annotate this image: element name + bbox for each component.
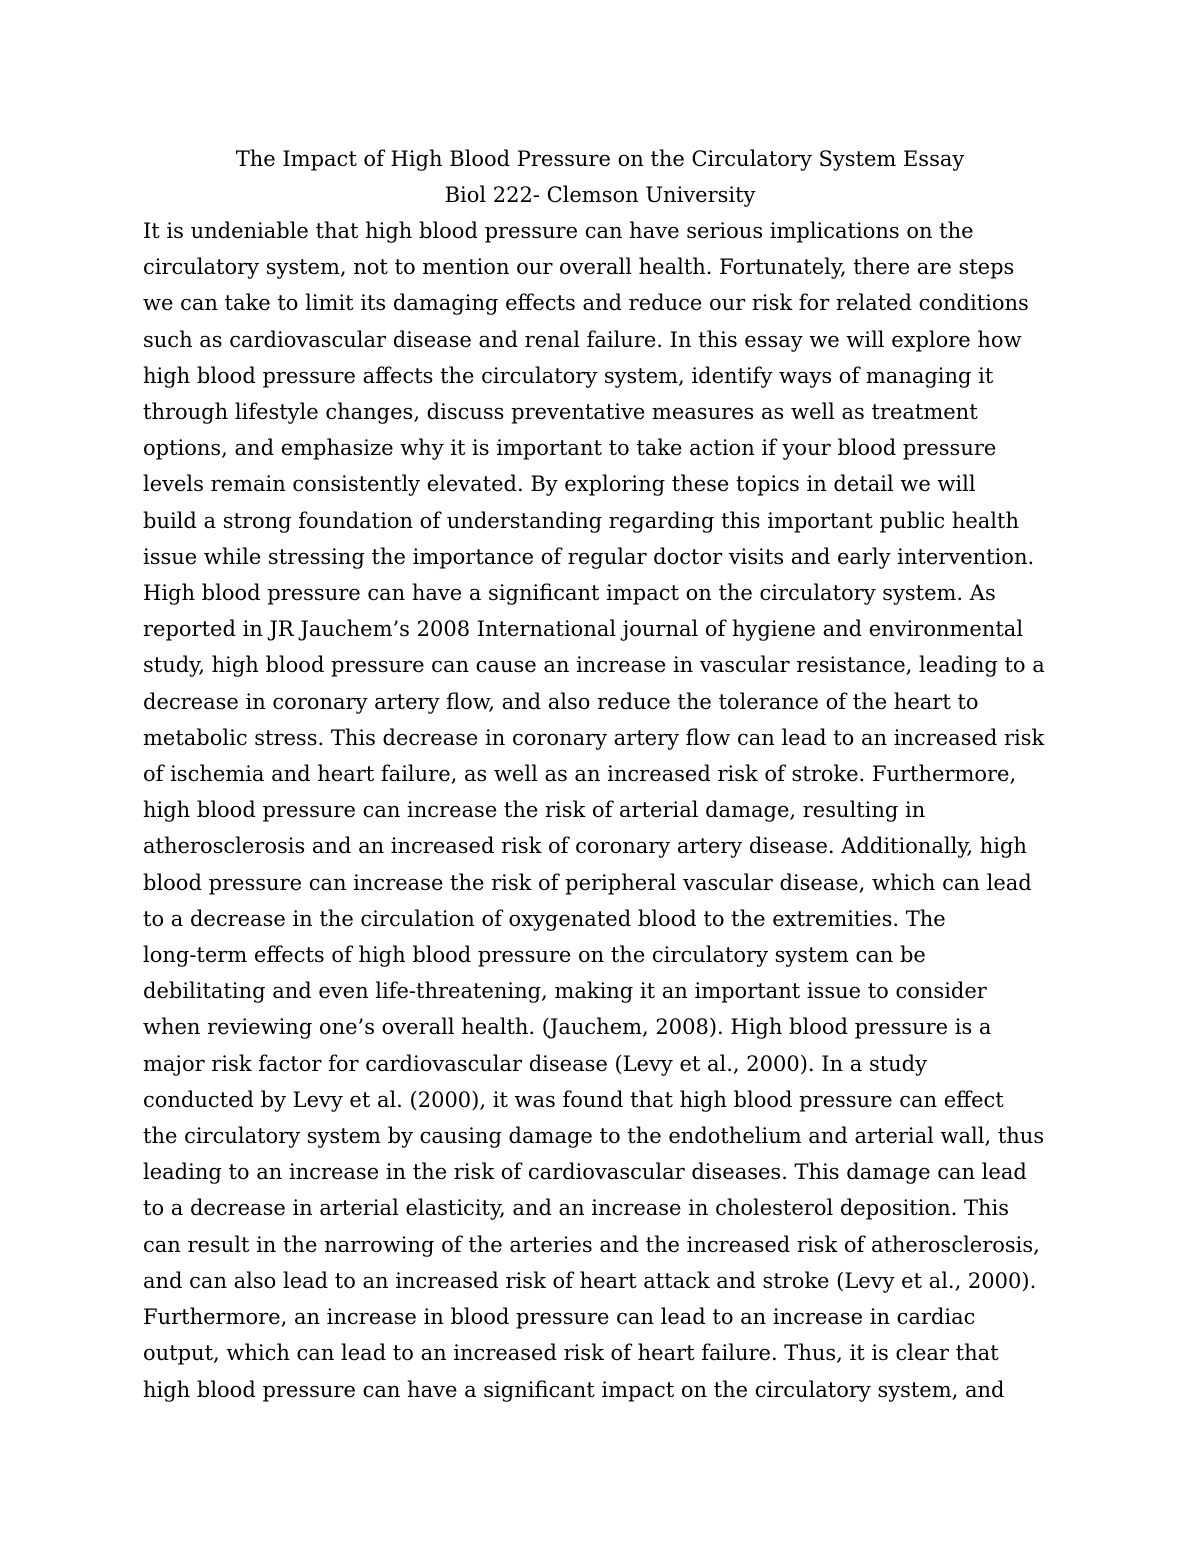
body-line: through lifestyle changes, discuss preventative measures as well as treatment <box>143 400 978 425</box>
body-line: atherosclerosis and an increased risk of coronary artery disease. Additionally, high <box>143 834 1027 859</box>
body-line: such as cardiovascular disease and renal failure. In this essay we will explore how <box>143 327 1022 352</box>
body-line: high blood pressure can have a significant impact on the circulatory system, and <box>143 1377 1005 1402</box>
body-line: we can take to limit its damaging effects and reduce our risk for related conditions <box>143 291 1029 316</box>
essay-subtitle: Biol 222- Clemson University <box>444 183 756 207</box>
body-line: long-term effects of high blood pressure on the circulatory system can be <box>143 943 926 968</box>
body-line: options, and emphasize why it is important to take action if your blood pressure <box>143 436 997 461</box>
body-line: debilitating and even life-threatening, making it an important issue to consider <box>143 979 987 1004</box>
body-line: to a decrease in arterial elasticity, and an increase in cholesterol deposition. This <box>143 1196 1010 1221</box>
body-line: metabolic stress. This decrease in coronary artery flow can lead to an increased risk <box>143 725 1045 750</box>
body-line: to a decrease in the circulation of oxygenated blood to the extremities. The <box>143 906 946 931</box>
body-line: of ischemia and heart failure, as well as an increased risk of stroke. Furthermore, <box>143 762 1017 787</box>
body-line: circulatory system, not to mention our overall health. Fortunately, there are steps <box>143 255 1015 280</box>
body-line: High blood pressure can have a significant impact on the circulatory system. As <box>143 581 996 606</box>
body-line: high blood pressure affects the circulatory system, identify ways of managing it <box>143 363 994 388</box>
body-line: build a strong foundation of understanding regarding this important public health <box>143 508 1019 533</box>
essay-body <box>143 213 1103 1408</box>
body-line: blood pressure can increase the risk of peripheral vascular disease, which can lead <box>143 870 1032 895</box>
essay-title: The Impact of High Blood Pressure on the Circulatory System Essay <box>235 147 965 171</box>
body-line: Furthermore, an increase in blood pressure can lead to an increase in cardiac <box>143 1305 976 1330</box>
body-line: major risk factor for cardiovascular disease (Levy et al., 2000). In a study <box>143 1051 927 1076</box>
body-line: high blood pressure can increase the risk of arterial damage, resulting in <box>143 798 926 823</box>
body-line: conducted by Levy et al. (2000), it was found that high blood pressure can effect <box>143 1087 1004 1112</box>
body-line: levels remain consistently elevated. By exploring these topics in detail we will <box>143 472 976 497</box>
body-line: leading to an increase in the risk of cardiovascular diseases. This damage can lead <box>143 1160 1027 1185</box>
body-line: reported in JR Jauchem’s 2008 International journal of hygiene and environmental <box>143 617 1024 642</box>
title-block <box>0 141 1200 213</box>
body-line: and can also lead to an increased risk of heart attack and stroke (Levy et al., 2000). <box>143 1268 1037 1293</box>
body-line: when reviewing one’s overall health. (Jauchem, 2008). High blood pressure is a <box>143 1015 992 1040</box>
body-line: decrease in coronary artery flow, and also reduce the tolerance of the heart to <box>143 689 979 714</box>
body-line: output, which can lead to an increased risk of heart failure. Thus, it is clear that <box>143 1341 999 1366</box>
body-line: can result in the narrowing of the arteries and the increased risk of atherosclerosis, <box>143 1232 1040 1257</box>
body-line: issue while stressing the importance of regular doctor visits and early intervention. <box>143 544 1035 569</box>
body-line: the circulatory system by causing damage to the endothelium and arterial wall, thus <box>143 1124 1045 1149</box>
body-line: It is undeniable that high blood pressure can have serious implications on the <box>143 219 974 243</box>
body-line: study, high blood pressure can cause an increase in vascular resistance, leading to a <box>143 653 1045 678</box>
